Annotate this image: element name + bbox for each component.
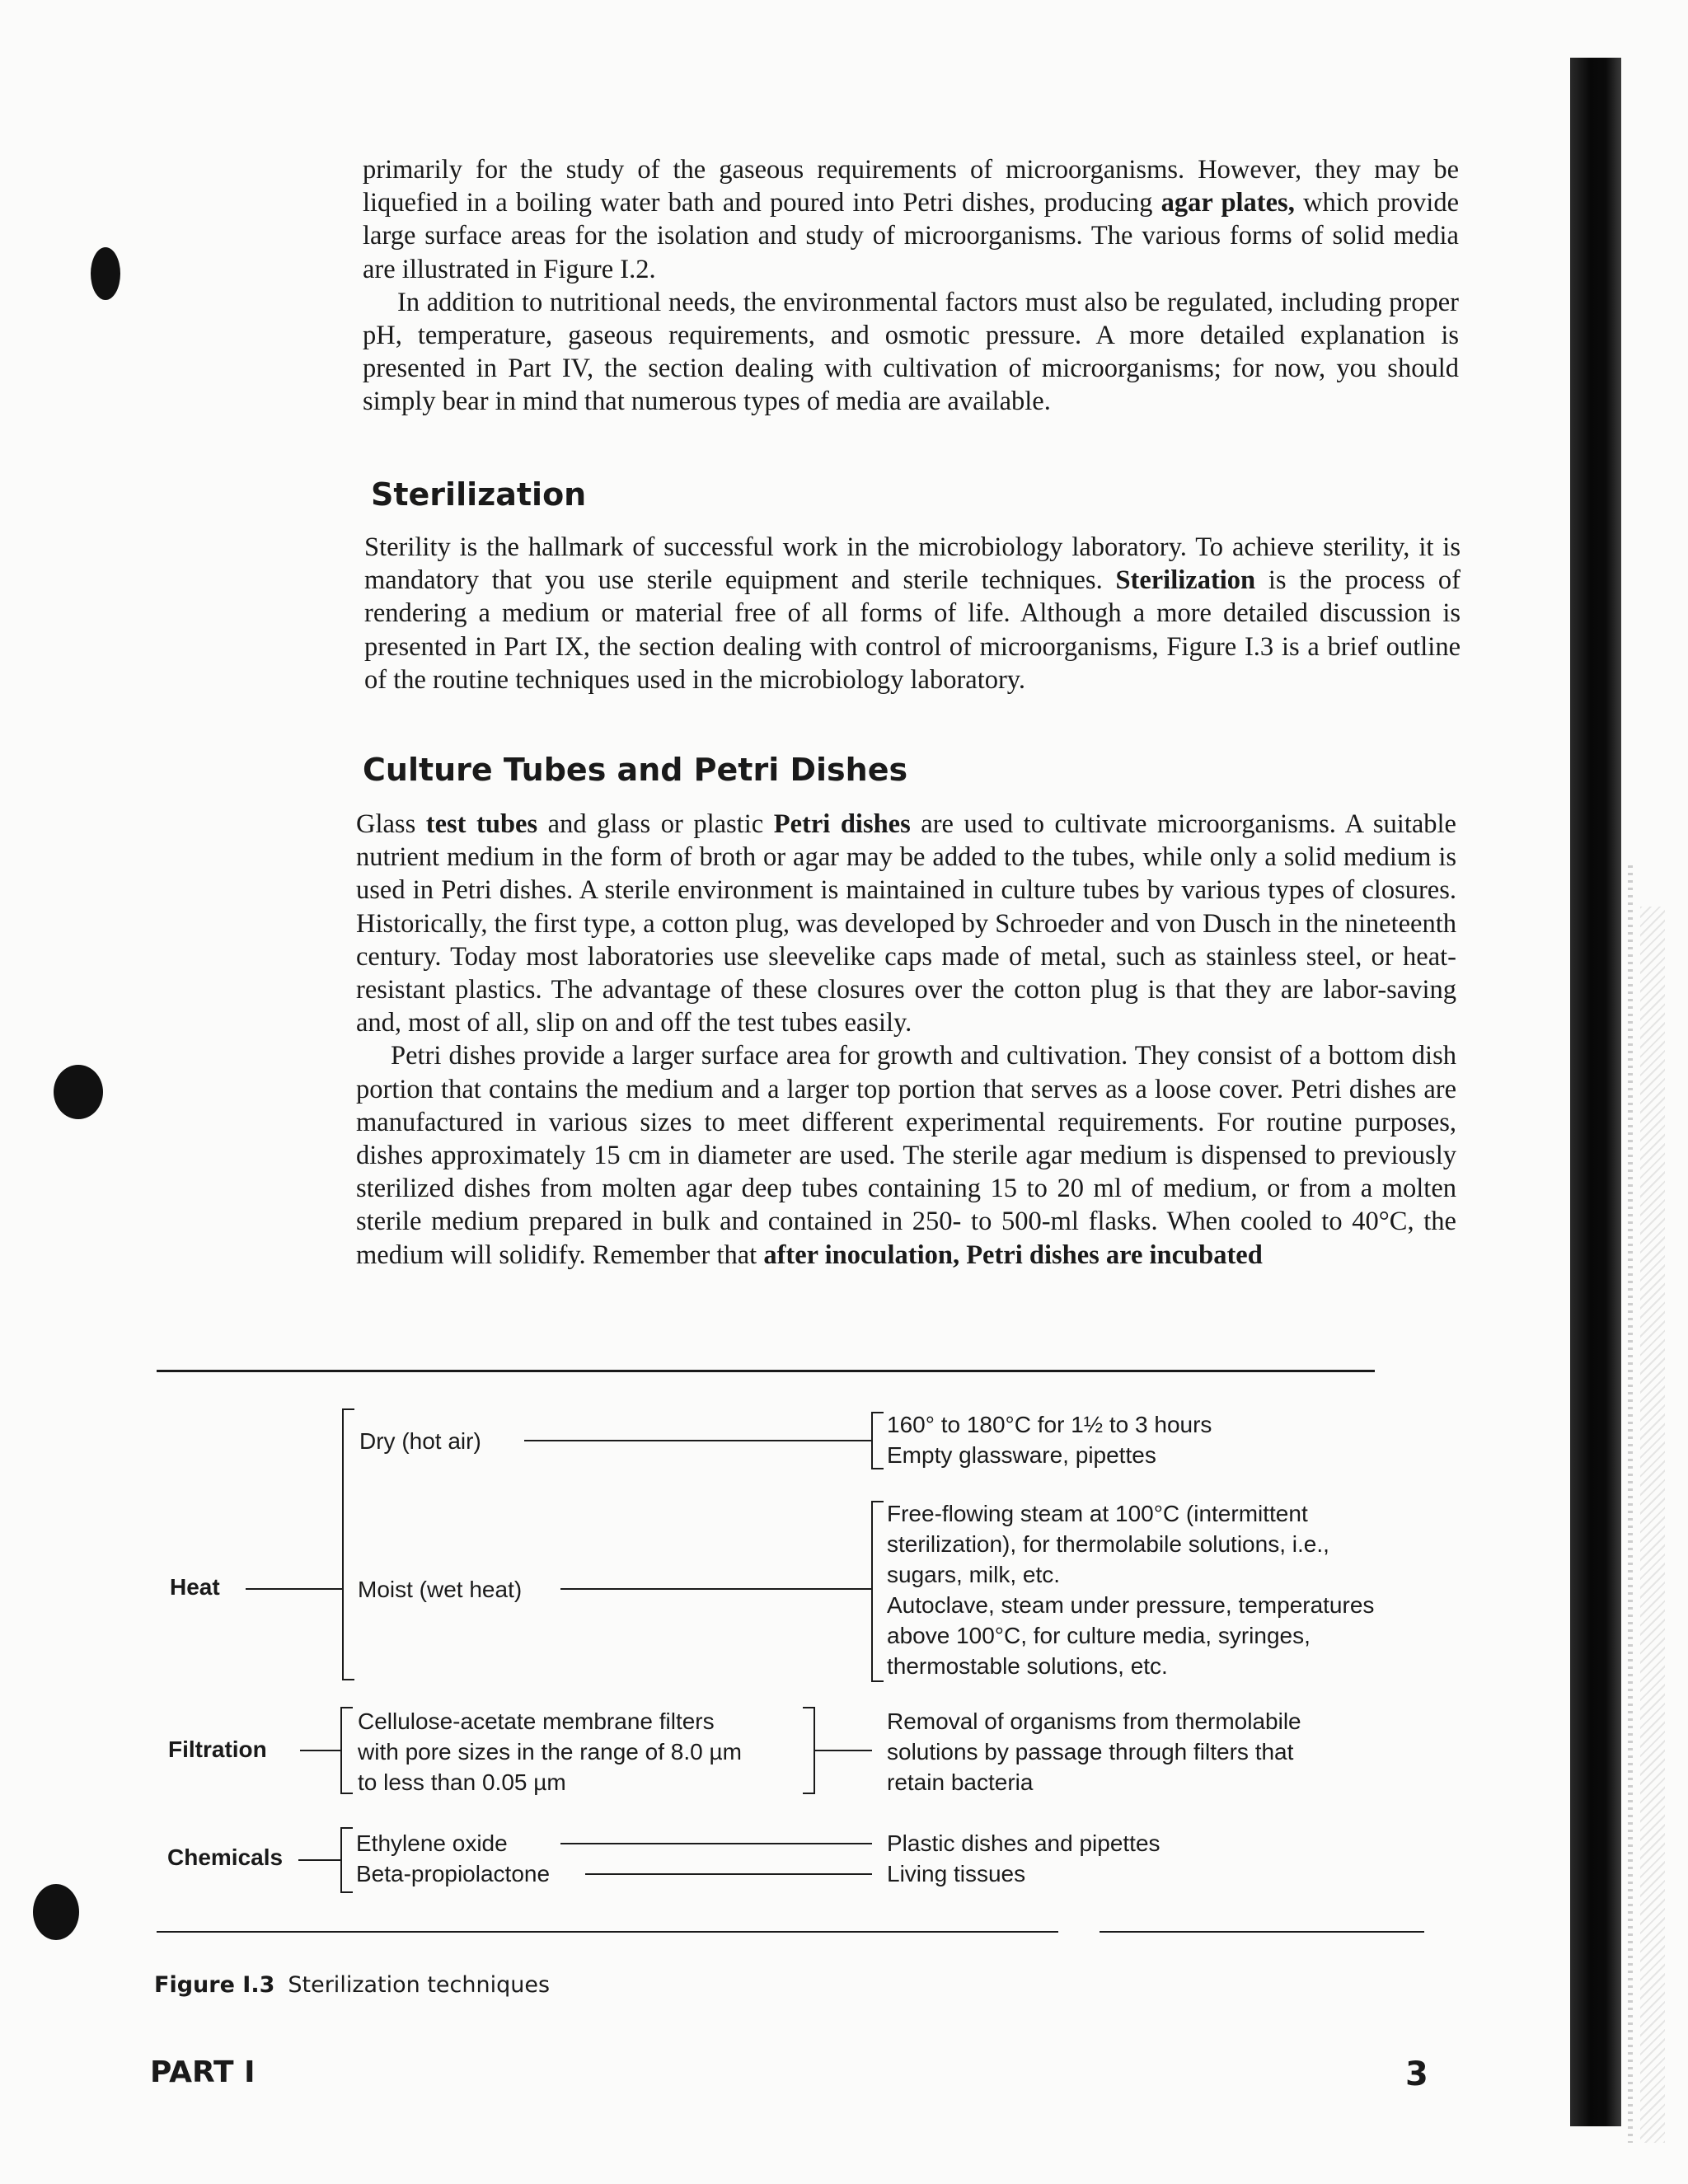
bold-term-sterilization: Sterilization xyxy=(1115,565,1256,596)
detail-line: 160° to 180°C for 1½ to 3 hours xyxy=(887,1412,1212,1437)
method-line: Cellulose-acetate membrane filters xyxy=(358,1708,715,1734)
paragraph-tubes-and-dishes xyxy=(356,808,1456,1039)
detail-line: Free-flowing steam at 100°C (intermittent xyxy=(887,1501,1308,1526)
detail-line: above 100°C, for culture media, syringes, xyxy=(887,1623,1311,1648)
page-edge-texture xyxy=(1640,907,1665,2143)
text-run: Glass xyxy=(356,809,426,839)
binding-shadow xyxy=(1570,58,1621,2126)
sterilization-paragraph xyxy=(364,531,1461,696)
page-number: 3 xyxy=(1405,2055,1428,2093)
figure-caption-text: Sterilization techniques xyxy=(288,1972,551,1998)
text-run: are used to cultivate microorganisms. A suitable nutrient medium in the form of broth or agar may be added to the tubes, while only a solid medium is used in Petri dishes. A sterile environment is maintained in culture tubes by various types of closures. Historically, the first type, a cotton plug, was developed by Schroeder and von Dusch in the nineteenth century. Today most laboratories use sleevelike caps made of metal, such as stainless steel, or heat-resistant plastics. The advantage of these closures over the cotton plug is that they are labor-saving and, most of all, slip on and off the test tubes easily. xyxy=(356,809,1456,1038)
figure-caption xyxy=(154,1972,550,1998)
moist-heat-details xyxy=(887,1498,1374,1681)
figure-number: Figure I.3 xyxy=(154,1972,275,1998)
paragraph-solid-media xyxy=(363,153,1459,286)
text-run: which provide large surface areas for the isolation and study of microorganisms. The various forms of solid media are illustrated in Figure I.2. xyxy=(363,188,1460,284)
chemical-use-living-tissues: Living tissues xyxy=(887,1861,1026,1886)
figure-bottom-rule-left xyxy=(157,1931,1058,1933)
punch-hole-top xyxy=(91,247,120,300)
bold-term-test-tubes: test tubes xyxy=(425,809,538,839)
figure-bottom-rule-right xyxy=(1100,1931,1424,1933)
text-run: Petri dishes provide a larger surface area for growth and cultivation. They consist of a bottom dish portion that contains the medium and a larger top portion that serves as a loose cover. Petri dishes are manufactured in various sizes to meet different experimental requirements. For routine purposes, dishes approximately 15 cm in diameter are used. The sterile agar medium is dispensed to previously sterilized dishes from molten agar deep tubes containing 15 to 20 ml of medium, or from a molten sterile medium prepared in bulk and contained in 250- to 500-ml flasks. When cooled to 40°C, the medium will solidify. Remember that xyxy=(356,1041,1456,1270)
text-run: and glass or plastic xyxy=(537,809,774,839)
culture-paragraphs xyxy=(356,808,1456,1272)
detail-line: sugars, milk, etc. xyxy=(887,1562,1061,1587)
punch-hole-middle xyxy=(54,1065,103,1119)
text-run: primarily for the study of the gaseous requirements of microorganisms. However, they may be liquefied in a boiling water bath and poured into Petri dishes, producing xyxy=(363,155,1459,218)
section-heading-sterilization: Sterilization xyxy=(371,476,587,513)
paragraph-sterilization xyxy=(364,531,1461,696)
text-run: is the process of rendering a medium or material free of all forms of life. Although a more detailed discussion is presented in Part IX, the section dealing with control of microorganisms, Figure I.3 is a brief outline of the routine techniques used in the microbiology laboratory. xyxy=(364,565,1461,695)
binding-edge-marks xyxy=(1628,865,1633,2143)
chemical-method-ethylene-oxide: Ethylene oxide xyxy=(356,1830,508,1856)
figure-top-rule xyxy=(157,1370,1375,1372)
section-heading-culture-tubes: Culture Tubes and Petri Dishes xyxy=(363,752,908,788)
part-label: PART I xyxy=(150,2055,256,2089)
detail-line: Empty glassware, pipettes xyxy=(887,1442,1156,1468)
punch-hole-bottom xyxy=(33,1884,79,1940)
text-run: Sterility is the hallmark of successful work in the microbiology laboratory. To achieve sterility, it is mandatory that you use sterile equipment and sterile techniques. xyxy=(364,532,1461,596)
dry-heat-details xyxy=(887,1409,1212,1470)
filtration-method xyxy=(358,1706,742,1797)
category-label-heat: Heat xyxy=(170,1574,220,1600)
chemical-use-plastic-dishes: Plastic dishes and pipettes xyxy=(887,1830,1160,1856)
paragraph-petri-dishes xyxy=(356,1039,1456,1271)
detail-line: thermostable solutions, etc. xyxy=(887,1653,1168,1679)
detail-line: Autoclave, steam under pressure, temperatures xyxy=(887,1592,1375,1618)
detail-line: sterilization), for thermolabile solutions, i.e., xyxy=(887,1531,1329,1557)
category-label-filtration: Filtration xyxy=(168,1736,267,1762)
filtration-details xyxy=(887,1706,1301,1797)
method-line: with pore sizes in the range of 8.0 µm xyxy=(358,1739,742,1765)
method-moist-heat: Moist (wet heat) xyxy=(358,1577,523,1602)
bold-term-petri-dishes: Petri dishes xyxy=(773,809,911,839)
method-dry-heat: Dry (hot air) xyxy=(359,1428,481,1454)
intro-paragraphs xyxy=(363,153,1459,419)
category-label-chemicals: Chemicals xyxy=(167,1844,284,1870)
paragraph-environmental-factors: In addition to nutritional needs, the environmental factors must also be regulated, including proper pH, temperature, gaseous requirements, and osmotic pressure. A more detailed explanation is presented in Part IV, the section dealing with cultivation of microorganisms; for now, you should simply bear in mind that numerous types of media are available. xyxy=(363,287,1459,417)
bold-term-agar-plates: agar plates, xyxy=(1160,188,1295,218)
detail-line: solutions by passage through filters that xyxy=(887,1739,1294,1765)
chemical-method-beta-propiolactone: Beta-propiolactone xyxy=(356,1861,551,1886)
detail-line: retain bacteria xyxy=(887,1769,1034,1795)
bold-term-incubated: after inoculation, Petri dishes are incubated xyxy=(763,1240,1263,1270)
detail-line: Removal of organisms from thermolabile xyxy=(887,1708,1301,1734)
method-line: to less than 0.05 µm xyxy=(358,1769,566,1795)
